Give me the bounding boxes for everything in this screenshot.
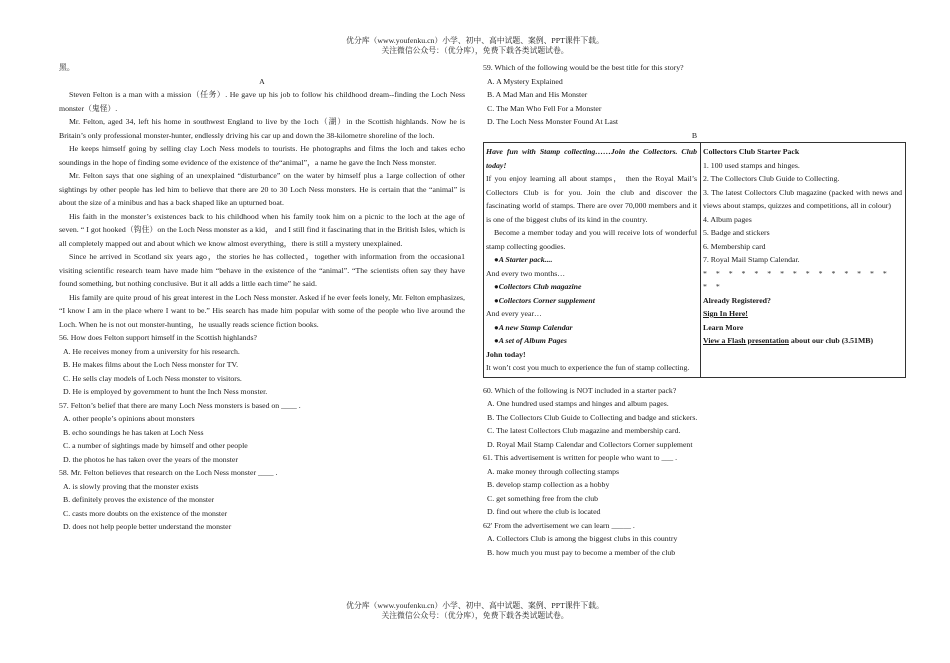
starter-pack-item: 7. Royal Mail Stamp Calendar. bbox=[703, 255, 800, 264]
flash-presentation-rest: about our club (3.51MB) bbox=[788, 336, 874, 345]
starter-pack-item: 4. Album pages bbox=[703, 214, 752, 224]
question-62 bbox=[483, 519, 906, 560]
top-fragment: 黑。 bbox=[59, 63, 75, 72]
ad-calendar: ●A new Stamp Calendar bbox=[494, 322, 573, 332]
answer-option: C. get something free from the club bbox=[487, 493, 599, 503]
ad-album: ●A set of Album Pages bbox=[494, 336, 567, 345]
section-b-heading: B bbox=[691, 130, 698, 140]
starter-pack-item: 1. 100 used stamps and hinges. bbox=[703, 160, 800, 170]
answer-option: C. He sells clay models of Loch Ness monster to visitors. bbox=[63, 373, 242, 383]
page-header bbox=[0, 36, 950, 56]
ad-intro: If you enjoy learning all about stamps， then the Royal Mail’s Collectors Club is for you. Join the club and discover the fascinating world of stamps. There are over 70,000 members and it is one of the biggest clubs of its kind in the country. bbox=[486, 174, 697, 224]
answer-option: B. He makes films about the Loch Ness monster for TV. bbox=[63, 360, 239, 369]
star-divider: * * * * * * * * * * * * * * * * * bbox=[703, 268, 891, 291]
answer-option: D. The Loch Ness Monster Found At Last bbox=[487, 117, 619, 126]
question-stem: 62' From the advertisement we can learn _____ . bbox=[483, 520, 635, 530]
ad-magazine: ●Collectors Club magazine bbox=[494, 282, 582, 291]
answer-option: A. make money through collecting stamps bbox=[487, 466, 620, 476]
answer-option: A. other people’s opinions about monsters bbox=[63, 414, 195, 423]
question-60 bbox=[483, 384, 906, 452]
question-57 bbox=[59, 399, 465, 467]
answer-option: A. is slowly proving that the monster exists bbox=[63, 481, 199, 491]
starter-pack-item: 3. The latest Collectors Club magazine (packed with news and views about stamps, quizzes and competitions, all in colour) bbox=[703, 187, 902, 210]
already-registered: Already Registered? bbox=[703, 295, 771, 305]
answer-option: D. He is employed by government to hunt the Inch Ness monster. bbox=[63, 387, 268, 396]
answer-option: B. A Mad Man and His Monster bbox=[487, 90, 588, 99]
passage-paragraph: Mr. Felton says that one sighing of an unexplained “disturbance” on the water by himself plus a 1arge collection of other sightings by other people has led him to believe that there are 20 to 30 Loch Ness monsters. He is certain that the “animal” is about the size of a minibus and has a back shaped like an upturned boat. bbox=[59, 171, 465, 207]
passage-paragraph: Mr. Felton, aged 34, left his home in southwest England to live by the 1och（湖）in the Scottish highlands. Now he is Britain’s only professional monster-hunter, endlessly driving his car up and down the 38-kilometre shoreline of the loch. bbox=[59, 117, 465, 140]
passage-paragraph: Since he arrived in Scotland six years ago，the stories he has collected，together with information from the occasiona1 visiting scientific research team have made him “behave in the existence of the “animal”. “The scientists often say they have found something, but nothing conclusive. But it all adds a little each time” he said. bbox=[59, 252, 465, 288]
ad-every-year: And every year… bbox=[486, 309, 542, 318]
ad-every-two-months: And every two months… bbox=[486, 268, 566, 278]
question-stem: 56. How does Felton support himself in the Scottish highlands? bbox=[59, 333, 257, 342]
question-stem: 61. This advertisement is written for people who want to ___ . bbox=[483, 453, 678, 462]
answer-option: B. echo soundings he has taken at Loch Ness bbox=[63, 427, 204, 437]
ad-join: John today! bbox=[486, 349, 526, 359]
question-61 bbox=[483, 451, 906, 519]
answer-option: D. does not help people better understand the monster bbox=[63, 522, 232, 531]
starter-pack-item: 6. Membership card bbox=[703, 241, 766, 251]
starter-pack-item: 2. The Collectors Club Guide to Collecting. bbox=[703, 174, 840, 183]
answer-option: C. a number of sightings made by himself and other people bbox=[63, 441, 248, 450]
question-stem: 58. Mr. Felton believes that research on the Loch Ness monster ____ . bbox=[59, 468, 278, 477]
footer-line-1: 优分库（www.youfenku.cn）小学、初中、高中试题、案例、PPT课件下载。 bbox=[346, 601, 604, 610]
answer-option: C. The Man Who Fell For a Monster bbox=[487, 103, 602, 113]
question-stem: 60. Which of the following is NOT included in a starter pack? bbox=[483, 385, 677, 395]
answer-option: D. the photos he has taken over the years of the monster bbox=[63, 454, 238, 464]
question-stem: 57. Felton’s belief that there are many Loch Ness monsters is based on ____ . bbox=[59, 400, 301, 410]
learn-more-heading: Learn More bbox=[703, 322, 744, 332]
ad-starter-pack: ●A Starter pack.... bbox=[494, 255, 553, 264]
answer-option: A. One hundred used stamps and hinges and album pages. bbox=[487, 399, 669, 408]
answer-option: A. Collectors Club is among the biggest clubs in this country bbox=[487, 534, 678, 543]
answer-option: A. He receives money from a university for his research. bbox=[63, 346, 240, 356]
ad-become: Become a member today and you will receive lots of wonderful stamp collecting goodies. bbox=[486, 228, 697, 251]
question-59 bbox=[483, 61, 906, 129]
advertisement-table bbox=[483, 142, 906, 378]
right-column bbox=[483, 61, 906, 559]
page-footer bbox=[0, 601, 950, 621]
passage-paragraph: His family are quite proud of his great interest in the Loch Ness monster. Asked if he ever feels lonely, Mr. Felton emphasizes, “I know I am in the place where I want to be.” His search has made him popular with some of the people who live around the Loch. When he is not out monster-hunting，he usually reads science fiction books. bbox=[59, 292, 465, 329]
ad-cost: It won’t cost you much to experience the fun of stamp collecting. bbox=[486, 363, 690, 372]
footer-line-2: 关注微信公众号：（优分库），免费下载各类试题试卷。 bbox=[381, 611, 569, 620]
ad-left-cell bbox=[484, 143, 701, 378]
question-58 bbox=[59, 466, 465, 534]
answer-option: A. A Mystery Explained bbox=[487, 76, 563, 86]
passage-paragraph: His faith in the monster’s existences back to his childhood when his family took him on a picnic to the loch at the age of seven. “ I got hooked（钩住）on the Loch Ness monster as a kid， and I still find it fascinating that in the British Isles, which is all completely mapped out and about which we know almost everything，there is still a mystery unexplained. bbox=[59, 211, 465, 248]
answer-option: D. find out where the club is located bbox=[487, 507, 601, 516]
question-stem: 59. Which of the following would be the best title for this story? bbox=[483, 63, 684, 72]
answer-option: D. Royal Mail Stamp Calendar and Collectors Corner supplement bbox=[487, 439, 693, 449]
answer-option: B. how much you must pay to become a member of the club bbox=[487, 547, 676, 557]
flash-presentation-line bbox=[703, 334, 902, 348]
answer-option: B. develop stamp collection as a hobby bbox=[487, 480, 610, 489]
question-56 bbox=[59, 331, 465, 399]
starter-pack-item: 5. Badge and stickers bbox=[703, 228, 770, 237]
header-line-1: 优分库（www.youfenku.cn）小学、初中、高中试题、案例、PPT课件下载。 bbox=[346, 36, 604, 45]
ad-supplement: ●Collectors Corner supplement bbox=[494, 295, 595, 305]
header-line-2: 关注微信公众号：（优分库），免费下载各类试题试卷。 bbox=[381, 46, 569, 55]
answer-option: B. definitely proves the existence of the monster bbox=[63, 495, 215, 504]
flash-presentation-link[interactable]: View a Flash presentation bbox=[703, 336, 789, 345]
passage-paragraph: He keeps himself going by selling clay Loch Ness models to tourists. He photographs and films the loch and takes echo soundings in the hope of finding some evidence of the existence of the“animal”，a name he gave the Inch Ness monster. bbox=[59, 144, 465, 167]
sign-in-link[interactable]: Sign In Here! bbox=[703, 309, 748, 318]
passage-paragraph: Steven Felton is a man with a mission（任务）. He gave up his job to follow his childhood dream--finding the Loch Ness monster（鬼怪）. bbox=[59, 90, 465, 113]
section-a-heading: A bbox=[259, 76, 265, 86]
answer-option: B. The Collectors Club Guide to Collecting and badge and stickers. bbox=[487, 412, 698, 422]
starter-pack-title: Collectors Club Starter Pack bbox=[703, 147, 800, 156]
ad-right-cell bbox=[701, 143, 906, 378]
answer-option: C. casts more doubts on the existence of the monster bbox=[63, 508, 228, 518]
left-column bbox=[59, 61, 465, 534]
ad-headline: Have fun with Stamp collecting……Join the Collectors. Club today! bbox=[486, 147, 697, 170]
answer-option: C. The latest Collectors Club magazine and membership card. bbox=[487, 426, 681, 435]
